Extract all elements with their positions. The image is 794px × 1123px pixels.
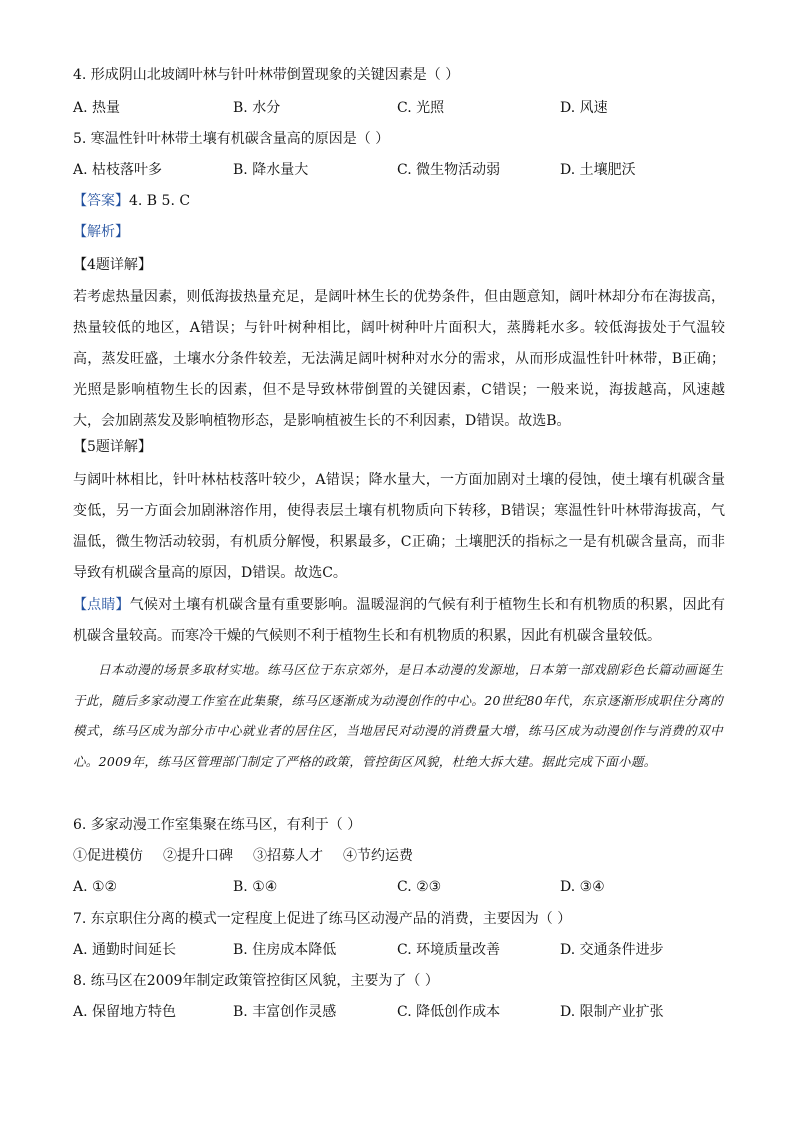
option-c: C. 环境质量改善 (397, 942, 501, 958)
question-5-stem: 5. 寒温性针叶林带土壤有机碳含量高的原因是（ ） (73, 131, 390, 147)
question-7-stem: 7. 东京职住分离的模式一定程度上促进了练马区动漫产品的消费，主要因为（ ） (73, 911, 572, 927)
question-6-stem: 6. 多家动漫工作室集聚在练马区，有利于（ ） (73, 817, 362, 833)
item-2: ②提升口碑 (163, 848, 233, 864)
question-6-items (73, 846, 433, 866)
option-a: A. 通勤时间延长 (73, 942, 177, 958)
option-b: B. 降水量大 (233, 162, 309, 178)
option-a: A. 热量 (73, 100, 121, 116)
option-d: D. 风速 (560, 100, 608, 116)
tip-paragraph (73, 590, 725, 652)
answer-text: 4. B 5. C (129, 193, 191, 209)
reading-passage: 日本动漫的场景多取材实地。练马区位于东京郊外，是日本动漫的发源地，日本第一部戏剧彩色长篇动画诞生于此，随后多家动漫工作室在此集聚，练马区逐渐成为动漫创作的中心。20世纪80年代，东京逐渐形成职住分离的模式，练马区成为部分市中心就业者的居住区，当地居民对动漫的消费量大增，练马区成为动漫创作与消费的双中心。2009年，练马区管理部门制定了严格的政策，管控街区风貌，杜绝大拆大建。据此完成下面小题。 (73, 662, 723, 769)
option-c: C. 光照 (397, 100, 445, 116)
question-5-options (73, 159, 733, 181)
option-a: A. ①② (73, 879, 118, 895)
question-4-options (73, 97, 733, 119)
option-d: D. 限制产业扩张 (560, 1004, 664, 1020)
option-d: D. ③④ (560, 879, 605, 895)
answer-line (73, 191, 190, 211)
q4-detail-heading: 【4题详解】 (73, 257, 152, 273)
question-7-options (73, 939, 733, 961)
option-b: B. 丰富创作灵感 (233, 1004, 337, 1020)
tip-label: 【点睛】 (73, 597, 130, 613)
option-d: D. 土壤肥沃 (560, 162, 636, 178)
option-b: B. ①④ (233, 879, 278, 895)
q5-detail-heading: 【5题详解】 (73, 439, 152, 455)
item-3: ③招募人才 (253, 848, 323, 864)
question-4-stem: 4. 形成阴山北坡阔叶林与针叶林带倒置现象的关键因素是（ ） (73, 67, 460, 83)
option-b: B. 水分 (233, 100, 281, 116)
analysis-label: 【解析】 (73, 224, 129, 240)
question-8-stem: 8. 练马区在2009年制定政策管控街区风貌，主要为了（ ） (73, 973, 439, 989)
question-6-options (73, 876, 733, 898)
tip-text: 气候对土壤有机碳含量有重要影响。温暖湿润的气候有利于植物生长和有机物质的积累，因此有机碳含量较高。而寒冷干燥的气候则不利于植物生长和有机物质的积累，因此有机碳含量较低。 (73, 597, 726, 644)
question-8-options (73, 1001, 733, 1023)
option-d: D. 交通条件进步 (560, 942, 664, 958)
option-c: C. 微生物活动弱 (397, 162, 501, 178)
q4-detail-text: 若考虑热量因素，则低海拔热量充足，是阔叶林生长的优势条件，但由题意知，阔叶林却分布在海拔高，热量较低的地区，A错误；与针叶树种相比，阔叶树种叶片面积大，蒸腾耗水多。较低海拔处于气温较高，蒸发旺盛，土壤水分条件较差，无法满足阔叶树种对水分的需求，从而形成温性针叶林带，B正确；光照是影响植物生长的因素，但不是导致林带倒置的关键因素，C错误；一般来说，海拔越高，风速越大，会加剧蒸发及影响植物形态，是影响植被生长的不利因素，D错误。故选B。 (73, 289, 725, 429)
analysis-line (73, 222, 129, 242)
option-c: C. ②③ (397, 879, 442, 895)
option-c: C. 降低创作成本 (397, 1004, 501, 1020)
option-a: A. 保留地方特色 (73, 1004, 177, 1020)
q5-detail-text: 与阔叶林相比，针叶林枯枝落叶较少，A错误；降水量大，一方面加剧对土壤的侵蚀，使土壤有机碳含量变低，另一方面会加剧淋溶作用，使得表层土壤有机物质向下转移，B错误；寒温性针叶林带海拔高，气温低，微生物活动较弱，有机质分解慢，积累最多，C正确；土壤肥沃的指标之一是有机碳含量高，而非导致有机碳含量高的原因，D错误。故选C。 (73, 472, 725, 581)
item-1: ①促进模仿 (73, 848, 143, 864)
item-4: ④节约运费 (343, 848, 413, 864)
option-b: B. 住房成本降低 (233, 942, 337, 958)
option-a: A. 枯枝落叶多 (73, 162, 163, 178)
answer-label: 【答案】 (73, 193, 129, 209)
